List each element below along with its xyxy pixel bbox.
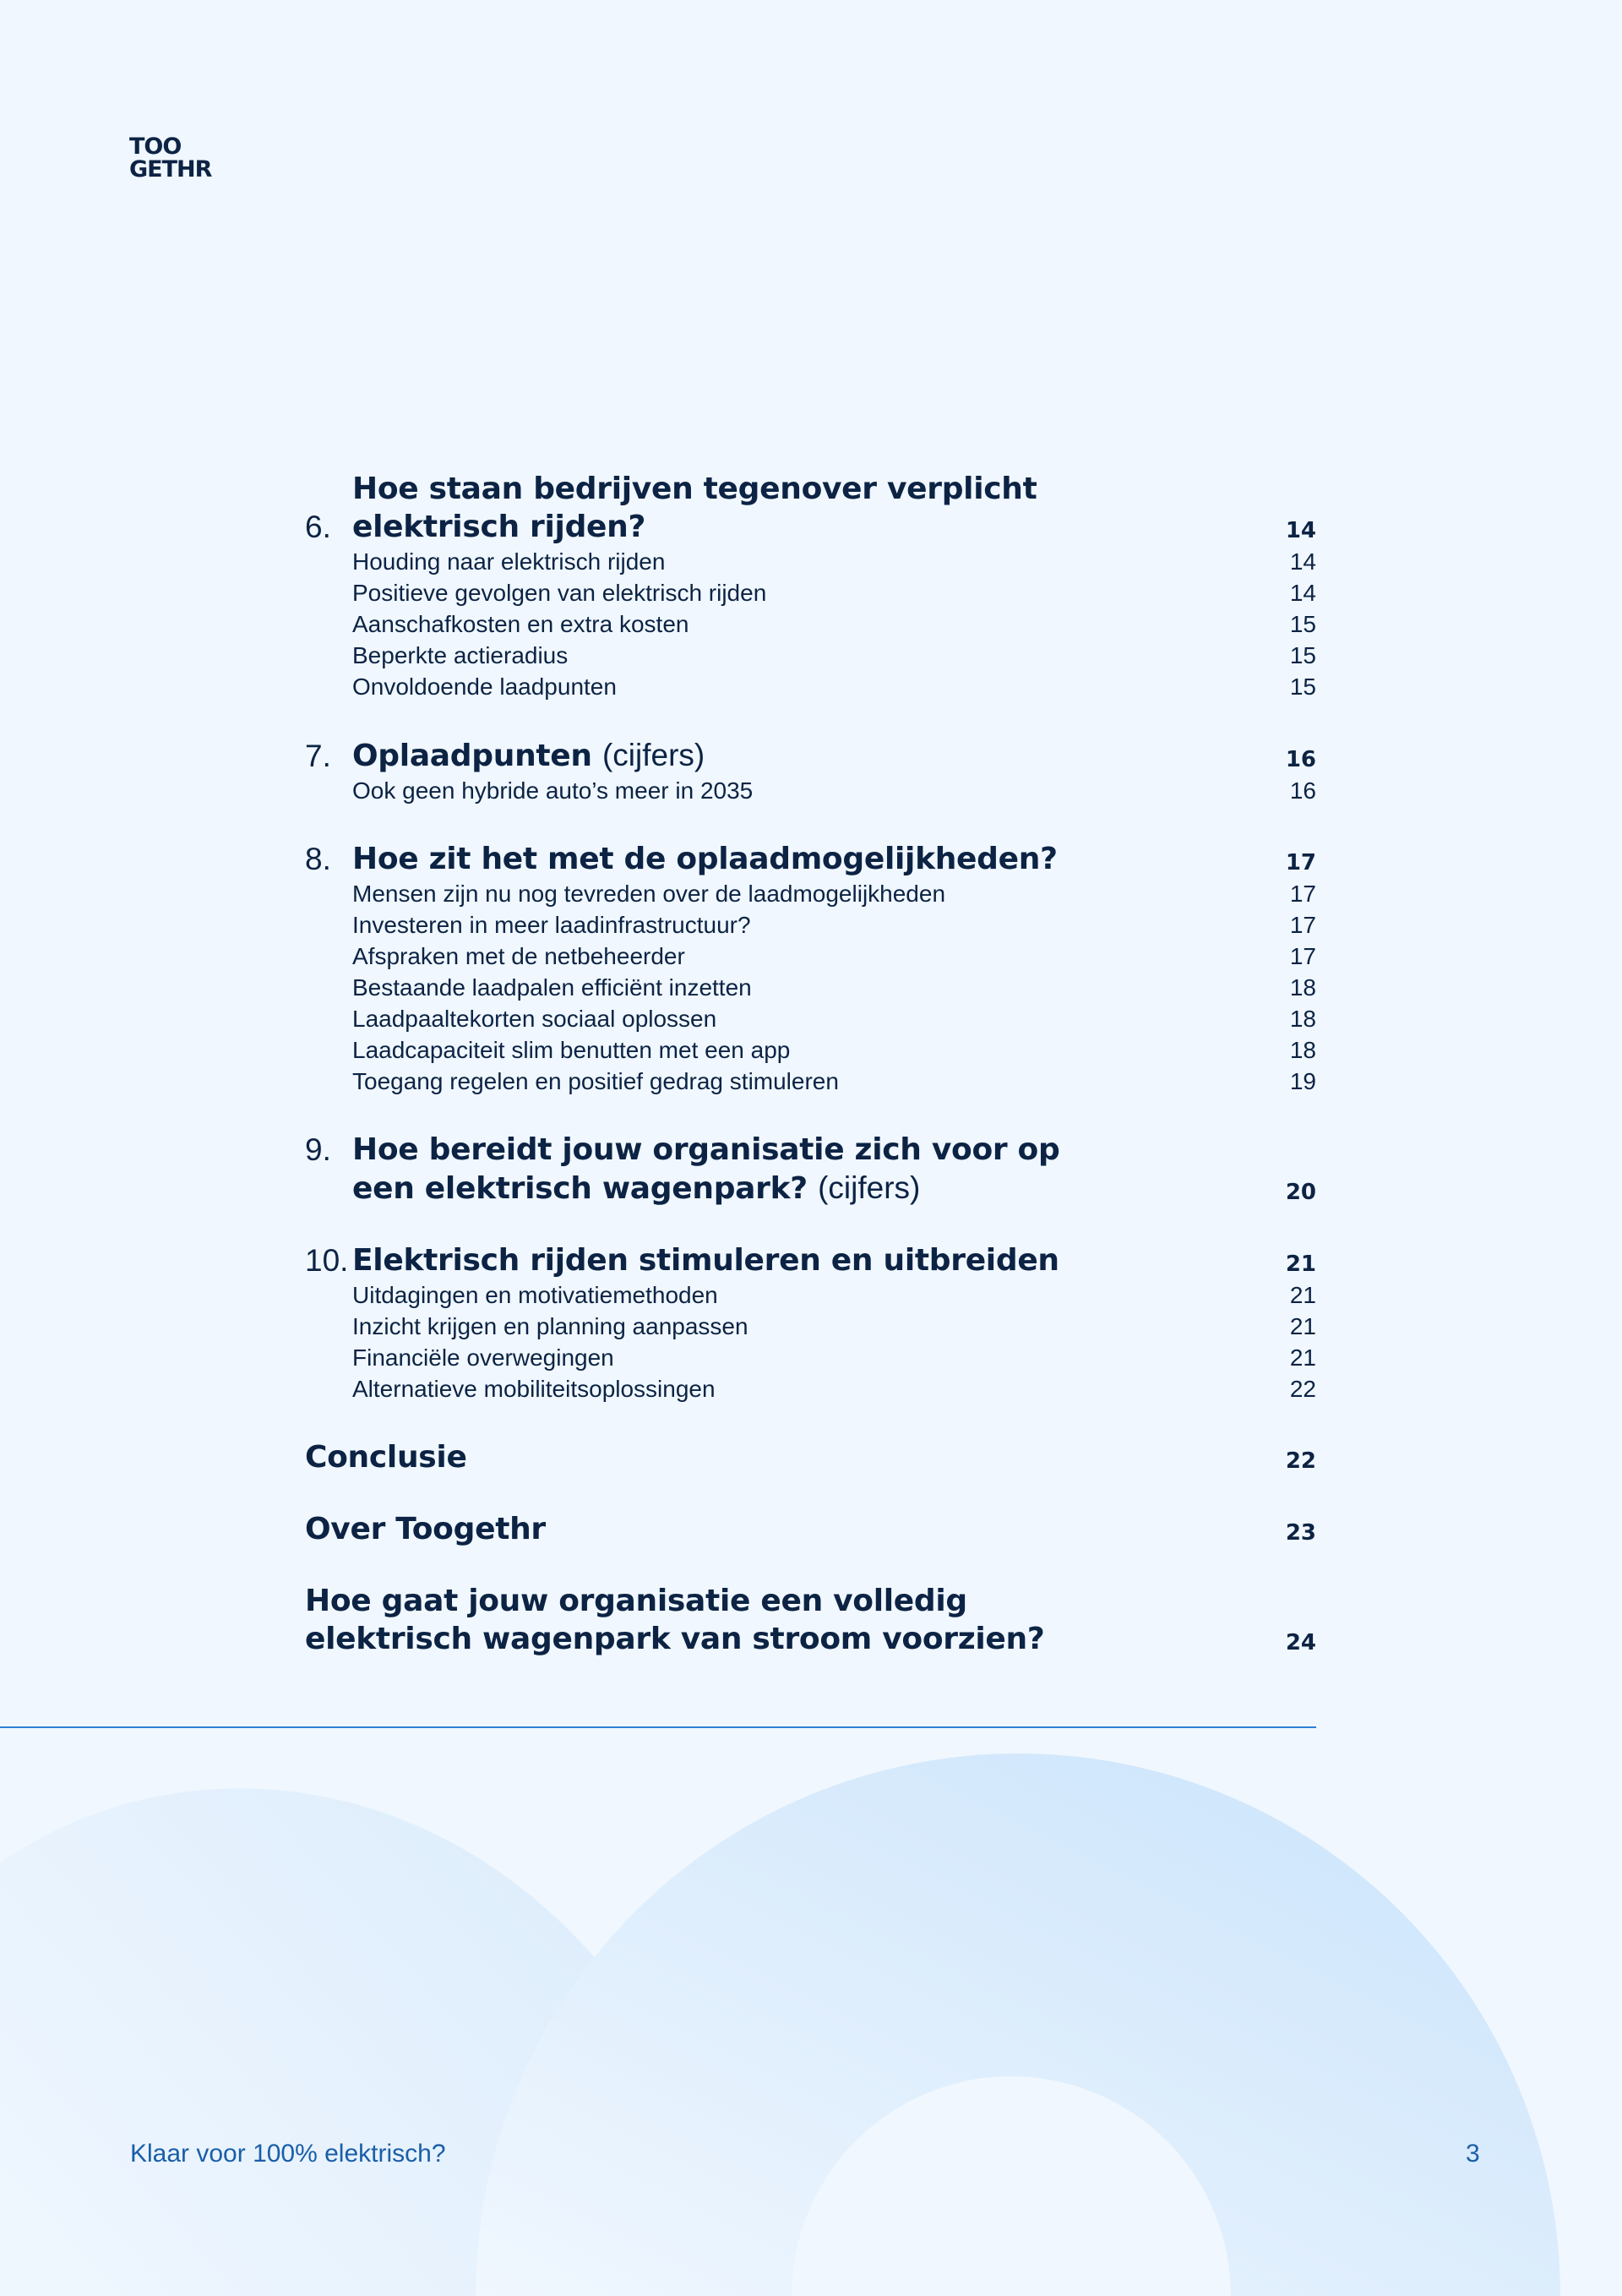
entry-page: 15 [1289, 611, 1316, 637]
right-arch-shape [476, 1753, 1560, 2296]
section-title: Over Toogethr [305, 1512, 546, 1546]
section-page: 22 [1285, 1448, 1316, 1474]
toc-entry[interactable] [305, 608, 1316, 640]
entry-label: Laadcapaciteit slim benutten met een app [352, 1037, 791, 1063]
section-page: 21 [1285, 1252, 1316, 1277]
entry-label: Afspraken met de netbeheerder [352, 943, 685, 969]
toc-entry[interactable] [305, 972, 1316, 1003]
section-number: 10. [305, 1243, 349, 1278]
entry-label: Investeren in meer laadinfrastructuur? [352, 912, 751, 938]
section-title: Elektrisch rijden stimuleren en uitbreiden [352, 1243, 1059, 1278]
section-title-line-1: Hoe staan bedrijven tegenover verplicht [352, 472, 1037, 506]
table-of-contents [305, 470, 1316, 1658]
toc-entry[interactable] [305, 909, 1316, 941]
section-title-suffix: (cijfers) [601, 738, 705, 772]
section-title-line-1: Hoe bereidt jouw organisatie zich voor op [352, 1132, 1060, 1167]
entry-label: Beperkte actieradius [352, 642, 569, 668]
entry-label: Ook geen hybride auto’s meer in 2035 [352, 777, 754, 804]
entry-label: Aanschafkosten en extra kosten [352, 611, 689, 637]
toc-heading-row[interactable] [305, 840, 1316, 878]
section-number: 8. [305, 842, 331, 876]
logo-line-2: GETHR [129, 156, 212, 183]
toc-entry[interactable] [305, 1342, 1316, 1373]
toc-entry[interactable] [305, 1311, 1316, 1342]
toogethr-logo [129, 135, 211, 181]
section-title-line-2: elektrisch wagenpark van stroom voorzien? [305, 1622, 1045, 1656]
toc-entry[interactable] [305, 1373, 1316, 1404]
toc-entry[interactable] [305, 878, 1316, 909]
section-title [352, 736, 1249, 775]
toc-entry[interactable] [305, 546, 1316, 577]
section-page: 16 [1285, 747, 1316, 772]
entry-label: Alternatieve mobiliteitsoplossingen [352, 1376, 716, 1402]
section-title-line-2: elektrisch rijden? [352, 510, 646, 544]
toc-entry[interactable] [305, 671, 1316, 702]
section-title [352, 470, 1249, 546]
toc-entry[interactable] [305, 640, 1316, 671]
entry-page: 14 [1289, 580, 1316, 606]
section-title-text: Oplaadpunten [352, 739, 592, 773]
toc-heading-row[interactable] [305, 1582, 1316, 1658]
entry-page: 14 [1289, 548, 1316, 575]
section-title: Hoe zit het met de oplaadmogelijkheden? [352, 842, 1058, 876]
toc-entry[interactable] [305, 1034, 1316, 1066]
toc-entry[interactable] [305, 1066, 1316, 1097]
entry-label: Bestaande laadpalen efficiënt inzetten [352, 974, 752, 1001]
section-title [305, 1582, 1249, 1658]
entry-page: 18 [1289, 1037, 1316, 1063]
entry-label: Mensen zijn nu nog tevreden over de laadmogelijkheden [352, 881, 946, 907]
section-title [352, 1131, 1249, 1208]
toc-section-6 [305, 470, 1316, 702]
entry-label: Inzicht krijgen en planning aanpassen [352, 1313, 748, 1339]
section-title-line-2: een elektrisch wagenpark? [352, 1171, 808, 1206]
section-number: 7. [305, 739, 331, 773]
entry-label: Houding naar elektrisch rijden [352, 548, 666, 575]
entry-label: Uitdagingen en motivatiemethoden [352, 1282, 718, 1308]
toc-heading-row[interactable] [305, 736, 1316, 775]
toc-section-over [305, 1510, 1316, 1548]
entry-label: Onvoldoende laadpunten [352, 674, 617, 700]
toc-section-conclusie [305, 1438, 1316, 1476]
entry-page: 21 [1289, 1344, 1316, 1371]
section-page: 14 [1285, 518, 1316, 543]
footer-page-number: 3 [1466, 2140, 1480, 2168]
entry-page: 21 [1289, 1282, 1316, 1308]
section-title-line-1: Hoe gaat jouw organisatie een volledig [305, 1584, 967, 1618]
entry-page: 17 [1289, 943, 1316, 969]
toc-heading-row[interactable] [305, 1510, 1316, 1548]
section-page: 23 [1285, 1520, 1316, 1546]
entry-page: 17 [1289, 912, 1316, 938]
toc-heading-row[interactable] [305, 1131, 1316, 1208]
section-page: 24 [1285, 1630, 1316, 1655]
entry-page: 18 [1289, 974, 1316, 1001]
entry-page: 16 [1289, 777, 1316, 804]
entry-label: Financiële overwegingen [352, 1344, 614, 1371]
section-page: 20 [1285, 1180, 1316, 1205]
toc-section-7 [305, 736, 1316, 806]
entry-page: 21 [1289, 1313, 1316, 1339]
entry-page: 22 [1289, 1376, 1316, 1402]
section-number: 9. [305, 1132, 331, 1167]
section-title-suffix: (cijfers) [818, 1170, 921, 1205]
footer-document-title: Klaar voor 100% elektrisch? [130, 2140, 446, 2168]
entry-page: 19 [1289, 1068, 1316, 1094]
section-page: 17 [1285, 850, 1316, 875]
section-number: 6. [305, 510, 331, 544]
section-title: Conclusie [305, 1440, 467, 1475]
entry-label: Toegang regelen en positief gedrag stimuleren [352, 1068, 839, 1094]
toc-heading-row[interactable] [305, 1438, 1316, 1476]
entry-label: Laadpaaltekorten sociaal oplossen [352, 1006, 717, 1032]
entry-page: 17 [1289, 881, 1316, 907]
toc-heading-row[interactable] [305, 470, 1316, 546]
logo-line-1: TOO [129, 134, 182, 160]
divider-line [0, 1726, 1316, 1728]
toc-section-8 [305, 840, 1316, 1097]
toc-entry[interactable] [305, 577, 1316, 608]
toc-entry[interactable] [305, 1003, 1316, 1034]
toc-section-9 [305, 1131, 1316, 1208]
entry-page: 18 [1289, 1006, 1316, 1032]
entry-page: 15 [1289, 642, 1316, 668]
toc-entry[interactable] [305, 1279, 1316, 1311]
toc-entry[interactable] [305, 941, 1316, 972]
toc-section-final [305, 1582, 1316, 1658]
toc-heading-row[interactable] [305, 1241, 1316, 1279]
toc-entry[interactable] [305, 775, 1316, 806]
entry-label: Positieve gevolgen van elektrisch rijden [352, 580, 767, 606]
toc-section-10 [305, 1241, 1316, 1404]
entry-page: 15 [1289, 674, 1316, 700]
